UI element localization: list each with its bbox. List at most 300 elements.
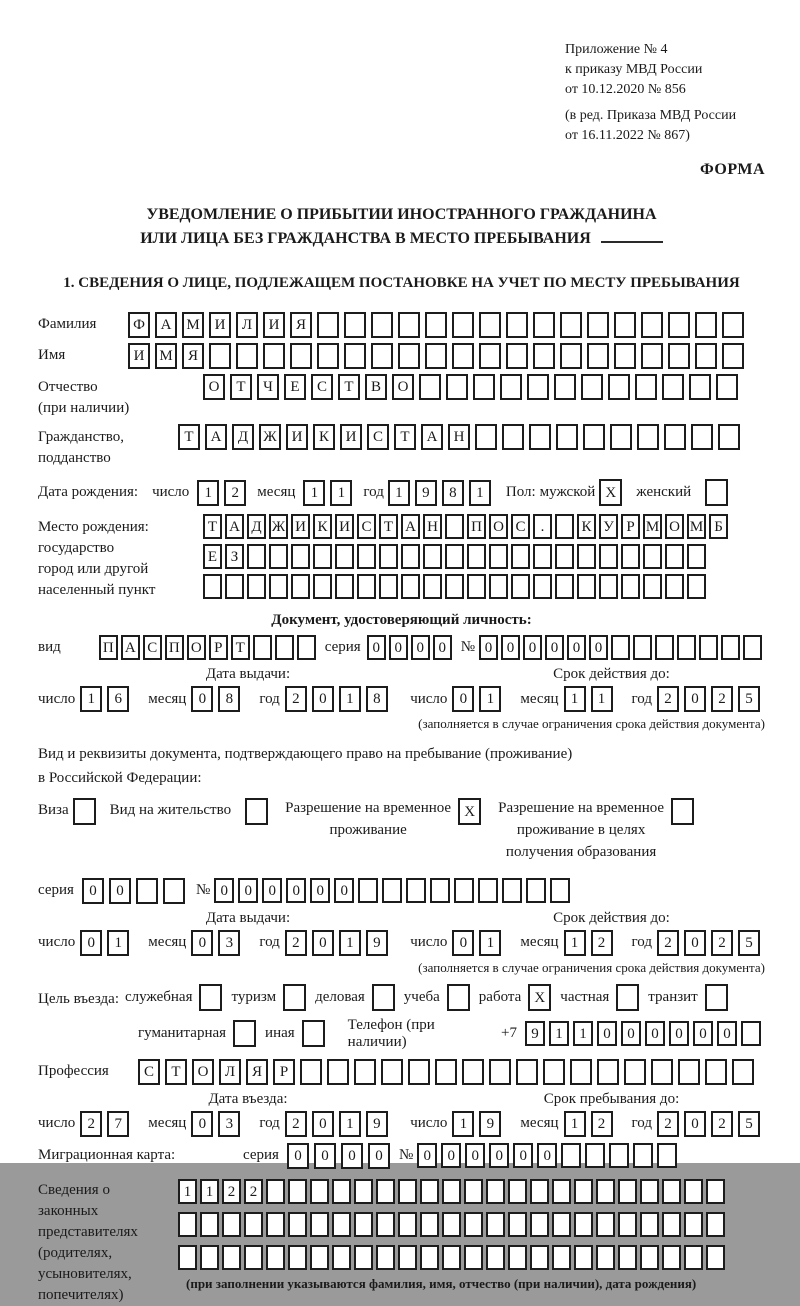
char-cell[interactable]: Т — [338, 374, 360, 400]
char-cell[interactable]: 5 — [738, 1111, 760, 1137]
char-cell[interactable] — [253, 635, 272, 660]
char-cell[interactable] — [266, 1245, 285, 1270]
char-cell[interactable]: 0 — [717, 1021, 737, 1046]
char-cell[interactable] — [516, 1059, 538, 1085]
char-cell[interactable] — [511, 544, 530, 569]
char-cell[interactable] — [358, 878, 378, 903]
char-cell[interactable] — [354, 1245, 373, 1270]
char-cell[interactable] — [597, 1059, 619, 1085]
char-cell[interactable] — [618, 1212, 637, 1237]
char-cell[interactable] — [508, 1179, 527, 1204]
char-cell[interactable] — [691, 424, 713, 450]
char-cell[interactable]: Т — [230, 374, 252, 400]
char-cell[interactable]: 1 — [452, 1111, 474, 1137]
char-cell[interactable] — [618, 1245, 637, 1270]
char-cell[interactable] — [310, 1212, 329, 1237]
char-cell[interactable] — [200, 1212, 219, 1237]
char-cell[interactable]: 0 — [312, 686, 334, 712]
char-cell[interactable] — [200, 1245, 219, 1270]
char-cell[interactable]: Н — [423, 514, 442, 539]
char-cell[interactable]: 1 — [303, 480, 325, 506]
char-cell[interactable] — [247, 574, 266, 599]
char-cell[interactable]: И — [128, 343, 150, 369]
char-cell[interactable] — [502, 424, 524, 450]
char-cell[interactable]: Б — [709, 514, 728, 539]
char-cell[interactable]: У — [599, 514, 618, 539]
private-checkbox[interactable] — [616, 984, 639, 1011]
char-cell[interactable] — [621, 574, 640, 599]
char-cell[interactable] — [662, 1245, 681, 1270]
char-cell[interactable]: Я — [182, 343, 204, 369]
char-cell[interactable]: 2 — [657, 930, 679, 956]
char-cell[interactable]: 1 — [388, 480, 410, 506]
char-cell[interactable] — [643, 574, 662, 599]
char-cell[interactable] — [577, 544, 596, 569]
char-cell[interactable] — [464, 1212, 483, 1237]
char-cell[interactable] — [244, 1245, 263, 1270]
char-cell[interactable]: С — [357, 514, 376, 539]
char-cell[interactable]: 2 — [244, 1179, 263, 1204]
char-cell[interactable]: 0 — [597, 1021, 617, 1046]
char-cell[interactable] — [614, 312, 636, 338]
char-cell[interactable] — [577, 574, 596, 599]
char-cell[interactable] — [420, 1179, 439, 1204]
char-cell[interactable]: Я — [290, 312, 312, 338]
char-cell[interactable] — [699, 635, 718, 660]
char-cell[interactable] — [718, 424, 740, 450]
char-cell[interactable]: 7 — [107, 1111, 129, 1137]
char-cell[interactable] — [446, 374, 468, 400]
char-cell[interactable]: 2 — [591, 1111, 613, 1137]
char-cell[interactable] — [741, 1021, 761, 1046]
char-cell[interactable] — [668, 343, 690, 369]
char-cell[interactable] — [269, 574, 288, 599]
char-cell[interactable] — [486, 1245, 505, 1270]
work-checkbox[interactable]: X — [528, 984, 551, 1011]
char-cell[interactable] — [554, 374, 576, 400]
char-cell[interactable] — [596, 1212, 615, 1237]
char-cell[interactable] — [722, 343, 744, 369]
char-cell[interactable]: Р — [209, 635, 228, 660]
char-cell[interactable] — [732, 1059, 754, 1085]
char-cell[interactable]: О — [665, 514, 684, 539]
char-cell[interactable] — [662, 1179, 681, 1204]
char-cell[interactable]: 0 — [537, 1143, 557, 1168]
char-cell[interactable] — [291, 544, 310, 569]
char-cell[interactable]: 0 — [312, 930, 334, 956]
char-cell[interactable] — [297, 635, 316, 660]
char-cell[interactable]: И — [209, 312, 231, 338]
char-cell[interactable] — [657, 1143, 677, 1168]
char-cell[interactable]: А — [225, 514, 244, 539]
char-cell[interactable] — [508, 1245, 527, 1270]
char-cell[interactable] — [596, 1245, 615, 1270]
char-cell[interactable] — [408, 1059, 430, 1085]
char-cell[interactable] — [633, 635, 652, 660]
char-cell[interactable] — [313, 574, 332, 599]
char-cell[interactable] — [332, 1245, 351, 1270]
char-cell[interactable]: 0 — [684, 930, 706, 956]
char-cell[interactable]: 0 — [452, 930, 474, 956]
char-cell[interactable]: 2 — [711, 930, 733, 956]
char-cell[interactable] — [136, 878, 158, 904]
char-cell[interactable]: О — [203, 374, 225, 400]
char-cell[interactable]: С — [311, 374, 333, 400]
char-cell[interactable] — [423, 544, 442, 569]
char-cell[interactable] — [247, 544, 266, 569]
char-cell[interactable]: 0 — [286, 878, 306, 903]
char-cell[interactable] — [533, 312, 555, 338]
char-cell[interactable] — [633, 1143, 653, 1168]
char-cell[interactable] — [354, 1179, 373, 1204]
char-cell[interactable]: 6 — [107, 686, 129, 712]
char-cell[interactable]: 0 — [80, 930, 102, 956]
char-cell[interactable] — [677, 635, 696, 660]
char-cell[interactable] — [419, 374, 441, 400]
char-cell[interactable]: 1 — [107, 930, 129, 956]
char-cell[interactable] — [530, 1212, 549, 1237]
char-cell[interactable] — [555, 574, 574, 599]
char-cell[interactable] — [599, 574, 618, 599]
char-cell[interactable] — [552, 1212, 571, 1237]
char-cell[interactable]: Ф — [128, 312, 150, 338]
char-cell[interactable]: Ж — [259, 424, 281, 450]
char-cell[interactable] — [624, 1059, 646, 1085]
char-cell[interactable]: К — [313, 514, 332, 539]
char-cell[interactable] — [555, 544, 574, 569]
char-cell[interactable]: О — [187, 635, 206, 660]
char-cell[interactable]: 1 — [549, 1021, 569, 1046]
char-cell[interactable] — [502, 878, 522, 903]
char-cell[interactable] — [423, 574, 442, 599]
char-cell[interactable]: 0 — [191, 930, 213, 956]
char-cell[interactable]: 1 — [339, 930, 361, 956]
char-cell[interactable]: М — [182, 312, 204, 338]
char-cell[interactable] — [574, 1245, 593, 1270]
char-cell[interactable] — [225, 574, 244, 599]
temporary-residence-checkbox[interactable]: X — [458, 798, 481, 825]
char-cell[interactable] — [574, 1212, 593, 1237]
char-cell[interactable]: 2 — [711, 1111, 733, 1137]
char-cell[interactable] — [398, 1245, 417, 1270]
char-cell[interactable] — [689, 374, 711, 400]
char-cell[interactable] — [475, 424, 497, 450]
char-cell[interactable] — [684, 1179, 703, 1204]
char-cell[interactable] — [442, 1212, 461, 1237]
char-cell[interactable]: 1 — [178, 1179, 197, 1204]
char-cell[interactable]: 0 — [693, 1021, 713, 1046]
char-cell[interactable]: А — [155, 312, 177, 338]
char-cell[interactable]: Ч — [257, 374, 279, 400]
char-cell[interactable]: 1 — [591, 686, 613, 712]
char-cell[interactable] — [313, 544, 332, 569]
char-cell[interactable]: 9 — [479, 1111, 501, 1137]
char-cell[interactable]: Л — [219, 1059, 241, 1085]
char-cell[interactable] — [263, 343, 285, 369]
char-cell[interactable]: 3 — [218, 1111, 240, 1137]
char-cell[interactable]: Р — [273, 1059, 295, 1085]
char-cell[interactable] — [596, 1179, 615, 1204]
char-cell[interactable]: 0 — [109, 878, 131, 904]
char-cell[interactable] — [376, 1212, 395, 1237]
char-cell[interactable]: 5 — [738, 686, 760, 712]
char-cell[interactable] — [473, 374, 495, 400]
char-cell[interactable] — [705, 1059, 727, 1085]
char-cell[interactable]: 0 — [684, 1111, 706, 1137]
char-cell[interactable] — [506, 312, 528, 338]
char-cell[interactable]: 0 — [262, 878, 282, 903]
char-cell[interactable] — [585, 1143, 605, 1168]
char-cell[interactable]: 0 — [621, 1021, 641, 1046]
char-cell[interactable] — [550, 878, 570, 903]
char-cell[interactable] — [371, 343, 393, 369]
char-cell[interactable] — [574, 1179, 593, 1204]
char-cell[interactable]: Е — [284, 374, 306, 400]
char-cell[interactable] — [533, 343, 555, 369]
char-cell[interactable]: 0 — [334, 878, 354, 903]
char-cell[interactable]: 1 — [573, 1021, 593, 1046]
char-cell[interactable]: Е — [203, 544, 222, 569]
char-cell[interactable]: 0 — [523, 635, 542, 660]
char-cell[interactable]: К — [313, 424, 335, 450]
char-cell[interactable] — [637, 424, 659, 450]
char-cell[interactable] — [570, 1059, 592, 1085]
char-cell[interactable] — [706, 1179, 725, 1204]
char-cell[interactable] — [354, 1059, 376, 1085]
char-cell[interactable] — [664, 424, 686, 450]
char-cell[interactable] — [266, 1212, 285, 1237]
char-cell[interactable] — [401, 574, 420, 599]
char-cell[interactable]: 0 — [191, 686, 213, 712]
char-cell[interactable]: 0 — [567, 635, 586, 660]
char-cell[interactable]: 0 — [501, 635, 520, 660]
char-cell[interactable] — [379, 544, 398, 569]
char-cell[interactable]: П — [165, 635, 184, 660]
study-checkbox[interactable] — [447, 984, 470, 1011]
char-cell[interactable]: 2 — [285, 686, 307, 712]
char-cell[interactable] — [244, 1212, 263, 1237]
char-cell[interactable] — [610, 424, 632, 450]
char-cell[interactable] — [552, 1245, 571, 1270]
char-cell[interactable] — [587, 343, 609, 369]
char-cell[interactable] — [288, 1179, 307, 1204]
char-cell[interactable]: 1 — [479, 686, 501, 712]
char-cell[interactable] — [445, 574, 464, 599]
char-cell[interactable] — [706, 1245, 725, 1270]
char-cell[interactable]: Т — [231, 635, 250, 660]
char-cell[interactable] — [583, 424, 605, 450]
char-cell[interactable] — [288, 1212, 307, 1237]
char-cell[interactable] — [587, 312, 609, 338]
char-cell[interactable] — [266, 1179, 285, 1204]
char-cell[interactable]: 0 — [312, 1111, 334, 1137]
char-cell[interactable]: 2 — [591, 930, 613, 956]
char-cell[interactable] — [376, 1179, 395, 1204]
char-cell[interactable] — [695, 343, 717, 369]
char-cell[interactable] — [716, 374, 738, 400]
char-cell[interactable]: 8 — [442, 480, 464, 506]
char-cell[interactable] — [621, 544, 640, 569]
char-cell[interactable] — [467, 544, 486, 569]
char-cell[interactable]: Н — [448, 424, 470, 450]
char-cell[interactable] — [290, 343, 312, 369]
char-cell[interactable] — [379, 574, 398, 599]
char-cell[interactable]: 1 — [339, 1111, 361, 1137]
char-cell[interactable] — [467, 574, 486, 599]
char-cell[interactable] — [327, 1059, 349, 1085]
char-cell[interactable]: 2 — [285, 1111, 307, 1137]
char-cell[interactable]: А — [421, 424, 443, 450]
char-cell[interactable] — [288, 1245, 307, 1270]
char-cell[interactable]: Д — [232, 424, 254, 450]
char-cell[interactable]: 9 — [366, 930, 388, 956]
char-cell[interactable] — [641, 312, 663, 338]
char-cell[interactable] — [209, 343, 231, 369]
char-cell[interactable] — [489, 544, 508, 569]
char-cell[interactable] — [425, 312, 447, 338]
char-cell[interactable] — [317, 343, 339, 369]
char-cell[interactable] — [486, 1179, 505, 1204]
char-cell[interactable]: 1 — [200, 1179, 219, 1204]
char-cell[interactable]: К — [577, 514, 596, 539]
char-cell[interactable] — [163, 878, 185, 904]
char-cell[interactable]: 1 — [197, 480, 219, 506]
char-cell[interactable]: 0 — [589, 635, 608, 660]
education-residence-checkbox[interactable] — [671, 798, 694, 825]
char-cell[interactable]: 2 — [711, 686, 733, 712]
char-cell[interactable] — [611, 635, 630, 660]
char-cell[interactable]: 0 — [238, 878, 258, 903]
char-cell[interactable]: Т — [379, 514, 398, 539]
char-cell[interactable] — [178, 1245, 197, 1270]
char-cell[interactable] — [599, 544, 618, 569]
char-cell[interactable] — [706, 1212, 725, 1237]
char-cell[interactable]: 2 — [224, 480, 246, 506]
char-cell[interactable]: 0 — [191, 1111, 213, 1137]
female-checkbox[interactable] — [705, 479, 728, 506]
char-cell[interactable] — [722, 312, 744, 338]
char-cell[interactable] — [275, 635, 294, 660]
char-cell[interactable]: 5 — [738, 930, 760, 956]
char-cell[interactable] — [479, 312, 501, 338]
char-cell[interactable] — [678, 1059, 700, 1085]
char-cell[interactable] — [530, 1179, 549, 1204]
char-cell[interactable]: А — [121, 635, 140, 660]
char-cell[interactable]: В — [365, 374, 387, 400]
official-checkbox[interactable] — [199, 984, 222, 1011]
char-cell[interactable]: 1 — [564, 686, 586, 712]
char-cell[interactable] — [561, 1143, 581, 1168]
char-cell[interactable] — [398, 312, 420, 338]
char-cell[interactable]: 0 — [214, 878, 234, 903]
char-cell[interactable]: 9 — [415, 480, 437, 506]
char-cell[interactable] — [332, 1179, 351, 1204]
char-cell[interactable] — [420, 1245, 439, 1270]
char-cell[interactable] — [452, 343, 474, 369]
char-cell[interactable] — [222, 1212, 241, 1237]
char-cell[interactable]: И — [335, 514, 354, 539]
char-cell[interactable] — [556, 424, 578, 450]
char-cell[interactable] — [511, 574, 530, 599]
char-cell[interactable]: 0 — [489, 1143, 509, 1168]
char-cell[interactable] — [420, 1212, 439, 1237]
char-cell[interactable] — [635, 374, 657, 400]
char-cell[interactable]: Т — [394, 424, 416, 450]
char-cell[interactable]: О — [489, 514, 508, 539]
transit-checkbox[interactable] — [705, 984, 728, 1011]
char-cell[interactable] — [527, 374, 549, 400]
char-cell[interactable] — [442, 1245, 461, 1270]
char-cell[interactable]: 0 — [314, 1143, 336, 1169]
char-cell[interactable]: И — [263, 312, 285, 338]
char-cell[interactable]: 1 — [469, 480, 491, 506]
char-cell[interactable]: М — [687, 514, 706, 539]
char-cell[interactable] — [464, 1245, 483, 1270]
char-cell[interactable] — [614, 343, 636, 369]
char-cell[interactable] — [651, 1059, 673, 1085]
char-cell[interactable]: И — [340, 424, 362, 450]
tourism-checkbox[interactable] — [283, 984, 306, 1011]
char-cell[interactable] — [398, 1212, 417, 1237]
char-cell[interactable]: 2 — [80, 1111, 102, 1137]
char-cell[interactable]: Р — [621, 514, 640, 539]
char-cell[interactable]: 1 — [339, 686, 361, 712]
char-cell[interactable] — [543, 1059, 565, 1085]
char-cell[interactable] — [489, 574, 508, 599]
char-cell[interactable]: А — [401, 514, 420, 539]
char-cell[interactable] — [533, 544, 552, 569]
char-cell[interactable]: Т — [165, 1059, 187, 1085]
char-cell[interactable]: 0 — [411, 635, 430, 660]
char-cell[interactable] — [643, 544, 662, 569]
humanitarian-checkbox[interactable] — [233, 1020, 256, 1047]
char-cell[interactable] — [236, 343, 258, 369]
char-cell[interactable] — [406, 878, 426, 903]
char-cell[interactable] — [530, 1245, 549, 1270]
char-cell[interactable]: С — [367, 424, 389, 450]
char-cell[interactable]: 8 — [218, 686, 240, 712]
char-cell[interactable]: 2 — [285, 930, 307, 956]
char-cell[interactable] — [371, 312, 393, 338]
char-cell[interactable] — [335, 544, 354, 569]
char-cell[interactable] — [354, 1212, 373, 1237]
char-cell[interactable] — [203, 574, 222, 599]
char-cell[interactable] — [178, 1212, 197, 1237]
char-cell[interactable] — [506, 343, 528, 369]
char-cell[interactable]: 0 — [310, 878, 330, 903]
char-cell[interactable] — [376, 1245, 395, 1270]
char-cell[interactable]: 1 — [330, 480, 352, 506]
residence-permit-checkbox[interactable] — [245, 798, 268, 825]
char-cell[interactable] — [357, 574, 376, 599]
char-cell[interactable] — [398, 1179, 417, 1204]
char-cell[interactable]: С — [143, 635, 162, 660]
char-cell[interactable] — [344, 312, 366, 338]
char-cell[interactable] — [464, 1179, 483, 1204]
char-cell[interactable]: 3 — [218, 930, 240, 956]
char-cell[interactable]: 0 — [368, 1143, 390, 1169]
char-cell[interactable] — [508, 1212, 527, 1237]
char-cell[interactable] — [529, 424, 551, 450]
char-cell[interactable] — [452, 312, 474, 338]
char-cell[interactable]: Я — [246, 1059, 268, 1085]
char-cell[interactable]: 0 — [645, 1021, 665, 1046]
char-cell[interactable] — [687, 544, 706, 569]
char-cell[interactable]: 0 — [417, 1143, 437, 1168]
char-cell[interactable]: П — [99, 635, 118, 660]
char-cell[interactable] — [317, 312, 339, 338]
char-cell[interactable] — [310, 1179, 329, 1204]
